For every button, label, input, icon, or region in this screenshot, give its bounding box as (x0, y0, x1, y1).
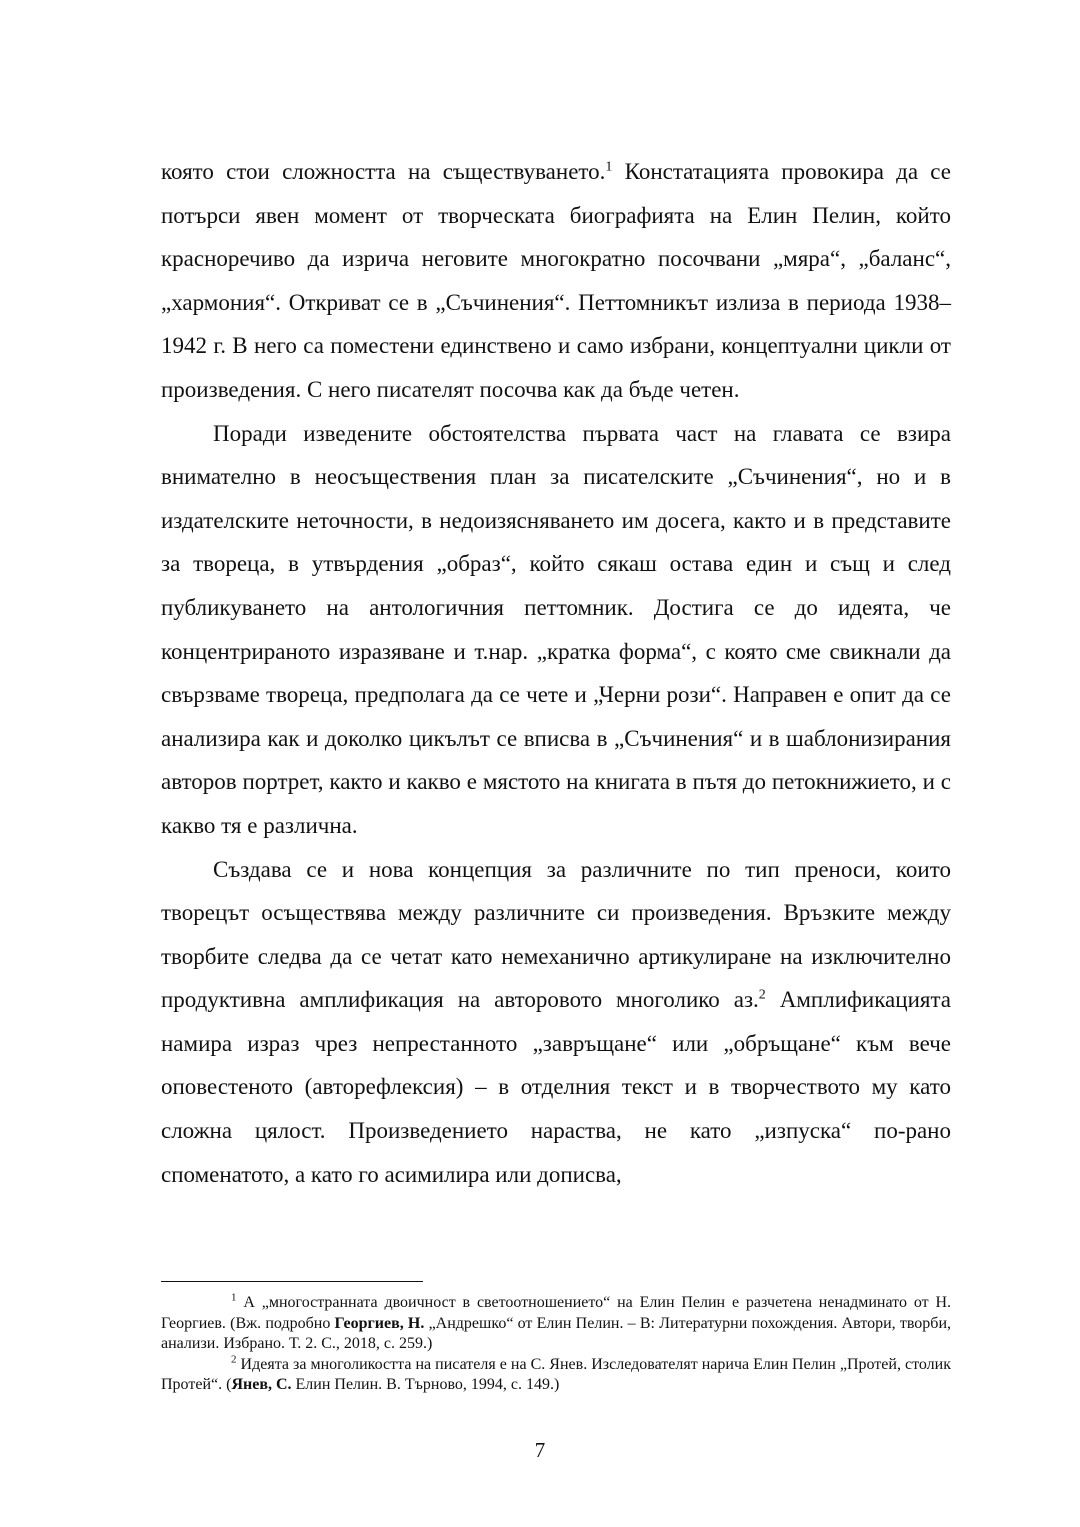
footnote-text: Елин Пелин. В. Търново, 1994, с. 149.) (291, 1376, 560, 1393)
text-segment: Констатацията провокира да се потърси явен момент от творческата биографията на Елин Пелин, който красноречиво да изрича неговите многократно посочвани „мяра“, „баланс“, „хармония“. Откриват се в „Съчинения“. Петтомникът излиза в периода 1938–1942 г. В него са поместени единствено и само избрани, концептуални цикли от произведения. С него писателят посочва как да бъде четен. (161, 159, 952, 402)
footnote-ref-2[interactable]: 2 (758, 987, 766, 1003)
footnote-number: 2 (231, 1353, 237, 1366)
footnotes (161, 1293, 951, 1396)
footnote-separator (161, 1281, 423, 1282)
footnote-ref-1[interactable]: 1 (605, 159, 613, 175)
main-text (161, 150, 951, 1196)
text-segment: Амплификацията намира израз чрез непрестанното „завръщане“ или „обръщане“ към вече оповестеното (авторефлексия) – в отделния текст и в творчеството му като сложна цялост. Произведението нараства, не като „изпуска“ по-рано споменатото, а като го асимилира или дописва, (161, 987, 951, 1187)
paragraph-3 (161, 848, 951, 1197)
footnote-2 (161, 1355, 951, 1396)
footnote-number: 1 (231, 1291, 237, 1304)
text-segment: Поради изведените обстоятелства първата част на главата се взира внимателно в неосъществения план за писателските „Съчинения“, но и в издателските неточности, в недоизясняването им досега, както и в представите за твореца, в утвърдения „образ“, който сякаш остава един и същ и след публикуването на антологичния петтомник. Достига се до идеята, че концентрираното изразяване и т.нар. „кратка форма“, с която сме свикнали да свързваме твореца, предполага да се чете и „Черни рози“. Направен е опит да се анализира как и доколко цикълът се вписва в „Съчинения“ и в шаблонизирания авторов портрет, както и какво е мястото на книгата в пътя до петокнижието, и с какво тя е различна. (161, 420, 951, 838)
footnote-text: Идеята за многоликостта на писателя е на С. Янев. Изследователят нарича Елин Пелин „Протей, столик Протей“. ( (161, 1355, 951, 1393)
text-segment: Създава се и нова концепция за различните по тип преноси, които творецът осъществява между различните си произведения. Връзките между творбите следва да се четат като немеханично артикулиране на изключително продуктивна амплификация на авторовото многолико аз. (161, 856, 951, 1013)
footnote-text: „Андрешко“ от Елин Пелин. – В: Литературни похождения. Автори, творби, анализи. Избрано. Т. 2. С., 2018, с. 259.) (161, 1314, 952, 1352)
footnote-author: Георгиев, Н. (334, 1314, 425, 1332)
footnote-text: А „многостранната двоичност в светоотношението“ на Елин Пелин е разчетена ненадминато от Н. Георгиев. (Вж. подробно (161, 1294, 951, 1332)
paragraph-2 (161, 412, 951, 848)
footnote-author: Янев, С. (231, 1376, 292, 1393)
paragraph-1 (161, 150, 951, 412)
footnote-1 (161, 1293, 951, 1355)
page-number: 7 (534, 1438, 546, 1462)
text-segment: която стои сложността на съществуването. (161, 159, 606, 184)
